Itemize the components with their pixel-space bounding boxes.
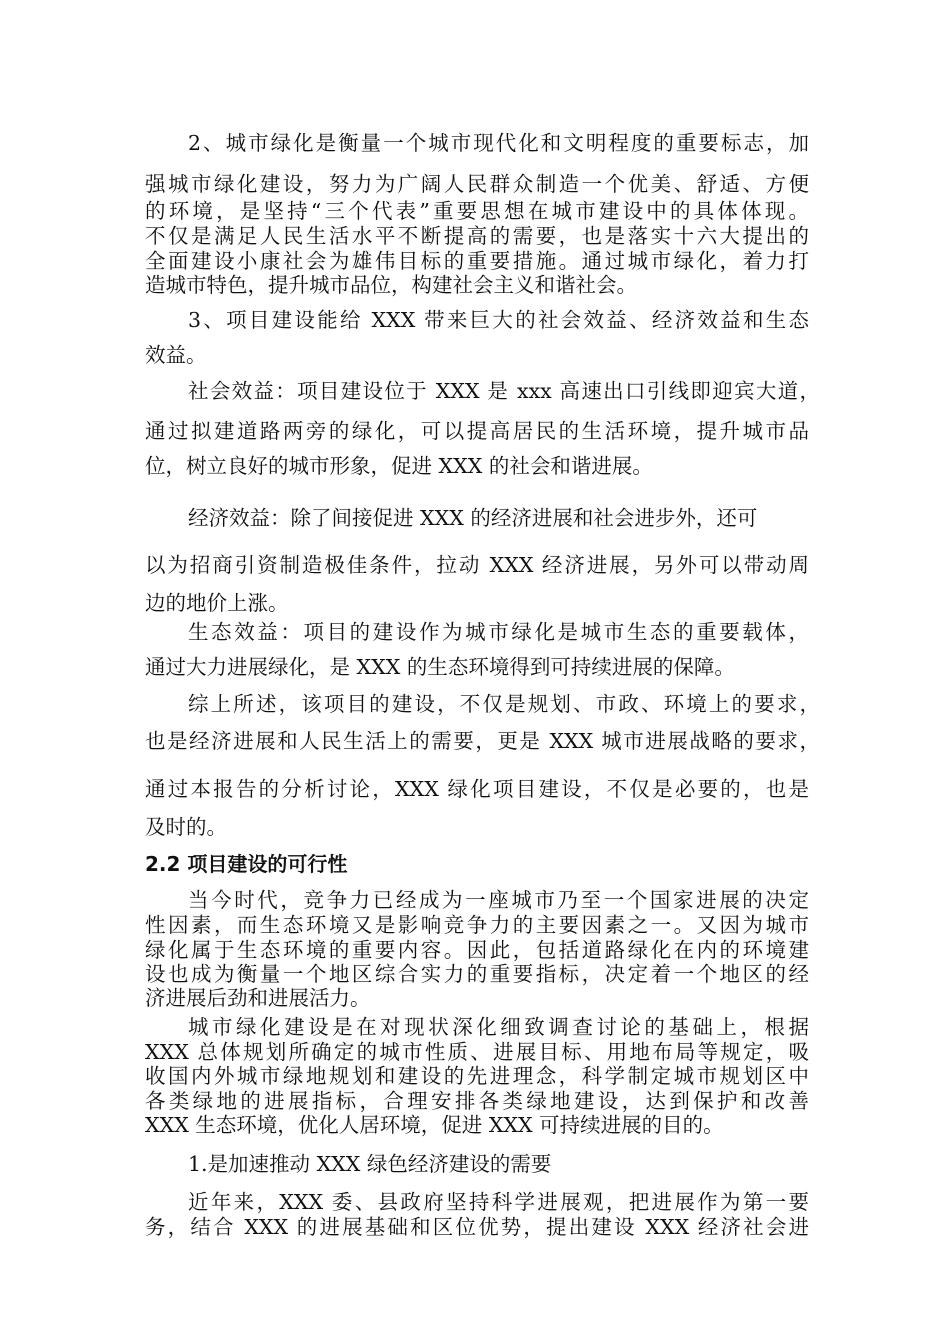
paragraph-line: 2、城市绿化是衡量一个城市现代化和文明程度的重要标志，加 [188,131,809,155]
paragraph-line: 及时的。 [145,815,227,839]
paragraph-line: 效益。 [145,343,207,367]
paragraph-line: 也是经济进展和人民生活上的需要，更是 XXX 城市进展战略的要求， [145,729,820,753]
paragraph-line: 当今时代，竞争力已经成为一座城市乃至一个国家进展的决定 [188,888,809,912]
list-item-heading: 1.是加速推动 XXX 绿色经济建设的需要 [188,1152,552,1176]
paragraph-line: 近年来，XXX 委、县政府坚持科学进展观，把进展作为第一要 [188,1190,809,1214]
section-heading: 2.2 项目建设的可行性 [145,852,348,876]
paragraph-line: 济进展后劲和进展活力。 [145,986,371,1010]
paragraph-line: 社会效益：项目建设位于 XXX 是 xxx 高速出口引线即迎宾大道， [188,379,820,403]
paragraph-line: 设也成为衡量一个地区综合实力的重要指标，决定着一个地区的经 [145,962,809,986]
paragraph-line: 各类绿地的进展指标，合理安排各类绿地建设，达到保护和改善 [145,1089,809,1113]
paragraph-line: 位，树立良好的城市形象，促进 XXX 的社会和谐进展。 [145,454,653,478]
paragraph-line: 的环境，是坚持“三个代表”重要思想在城市建设中的具体体现。 [145,199,809,223]
paragraph-line: 强城市绿化建设，努力为广阔人民群众制造一个优美、舒适、方便 [145,172,809,196]
paragraph-line: 务，结合 XXX 的进展基础和区位优势，提出建设 XXX 经济社会进 [145,1215,809,1239]
paragraph-line: 收国内外城市绿地规划和建设的先进理念，科学制定城市规划区中 [145,1064,809,1088]
paragraph-line: XXX 总体规划所确定的城市性质、进展目标、用地布局等规定，吸 [145,1040,809,1064]
paragraph-line: 以为招商引资制造极佳条件，拉动 XXX 经济进展，另外可以带动周 [145,553,809,577]
paragraph-line: 边的地价上涨。 [145,591,289,615]
paragraph-line: 绿化属于生态环境的重要内容。因此，包括道路绿化在内的环境建 [145,938,809,962]
paragraph-line: 生态效益：项目的建设作为城市绿化是城市生态的重要载体， [188,620,809,644]
paragraph-line: 经济效益：除了间接促进 XXX 的经济进展和社会进步外，还可 [188,506,758,530]
paragraph-line: 通过拟建道路两旁的绿化，可以提高居民的生活环境，提升城市品 [145,419,809,443]
paragraph-line: 综上所述，该项目的建设，不仅是规划、市政、环境上的要求， [188,692,820,716]
paragraph-line: 性因素，而生态环境又是影响竞争力的主要因素之一。又因为城市 [145,913,809,937]
paragraph-line: 3、项目建设能给 XXX 带来巨大的社会效益、经济效益和生态 [188,308,809,332]
paragraph-line: XXX 生态环境，优化人居环境，促进 XXX 可持续进展的目的。 [145,1113,724,1137]
paragraph-line: 通过大力进展绿化，是 XXX 的生态环境得到可持续进展的保障。 [145,655,735,679]
paragraph-line: 城市绿化建设是在对现状深化细致调查讨论的基础上，根据 [188,1015,809,1039]
paragraph-line: 不仅是满足人民生活水平不断提高的需要，也是落实十六大提出的 [145,224,809,248]
paragraph-line: 全面建设小康社会为雄伟目标的重要措施。通过城市绿化，着力打 [145,249,809,273]
paragraph-line: 通过本报告的分析讨论，XXX 绿化项目建设，不仅是必要的，也是 [145,777,809,801]
paragraph-line: 造城市特色，提升城市品位，构建社会主义和谐社会。 [145,273,637,297]
